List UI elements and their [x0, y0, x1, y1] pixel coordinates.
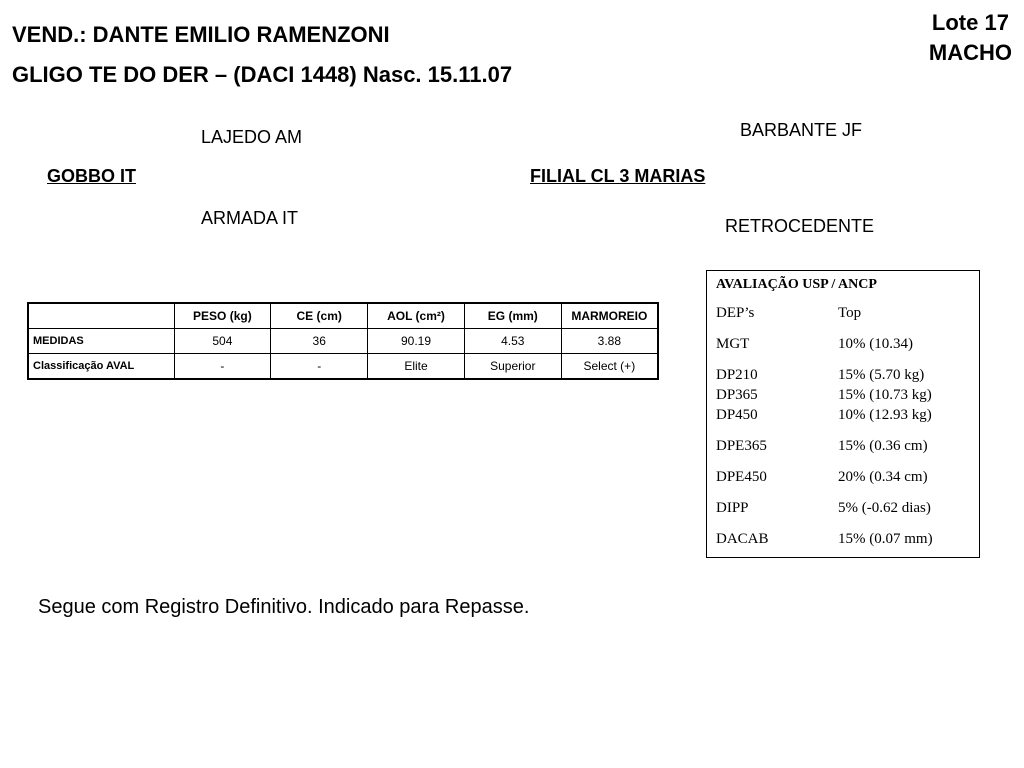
- evaluation-list: [716, 303, 970, 549]
- evaluation-spacer: [716, 354, 970, 365]
- evaluation-row: [716, 303, 970, 323]
- evaluation-spacer: [716, 487, 970, 498]
- table-cell: -: [174, 354, 271, 380]
- evaluation-key: DP365: [716, 387, 758, 403]
- table-cell: Superior: [464, 354, 561, 380]
- column-header: AOL (cm²): [368, 303, 465, 329]
- table-corner: [28, 303, 174, 329]
- dam: FILIAL CL 3 MARIAS: [530, 166, 706, 186]
- table-cell: 504: [174, 329, 271, 354]
- evaluation-row: [716, 334, 970, 354]
- column-header: CE (cm): [271, 303, 368, 329]
- evaluation-spacer: [716, 456, 970, 467]
- sire-dam: ARMADA IT: [201, 208, 299, 228]
- table-row: [28, 354, 658, 380]
- table-row: [28, 329, 658, 354]
- table-cell: 90.19: [368, 329, 465, 354]
- evaluation-value: 10% (10.34): [838, 336, 913, 352]
- evaluation-key: DPE365: [716, 438, 767, 454]
- evaluation-value: 20% (0.34 cm): [838, 469, 928, 485]
- sire: GOBBO IT: [47, 166, 136, 186]
- evaluation-key: DEP’s: [716, 305, 755, 321]
- evaluation-row: [716, 365, 970, 385]
- evaluation-value: 15% (0.07 mm): [838, 531, 933, 547]
- table-cell: 4.53: [464, 329, 561, 354]
- lote-block: [929, 8, 1012, 68]
- evaluation-spacer: [716, 425, 970, 436]
- evaluation-value: 15% (5.70 kg): [838, 367, 925, 383]
- evaluation-title: AVALIAÇÃO USP / ANCP: [716, 277, 877, 292]
- evaluation-value: 10% (12.93 kg): [838, 407, 932, 423]
- column-header: MARMOREIO: [561, 303, 658, 329]
- table-header-row: [28, 303, 658, 329]
- sex-label: MACHO: [928, 40, 1012, 65]
- column-header: EG (mm): [464, 303, 561, 329]
- evaluation-row: [716, 529, 970, 549]
- table-cell: -: [271, 354, 368, 380]
- column-header: PESO (kg): [174, 303, 271, 329]
- evaluation-spacer: [716, 323, 970, 334]
- evaluation-key: DACAB: [716, 531, 769, 547]
- evaluation-key: DP210: [716, 367, 758, 383]
- evaluation-key: DIPP: [716, 500, 749, 516]
- measures-table: [27, 302, 659, 380]
- table-cell: 36: [271, 329, 368, 354]
- evaluation-row: [716, 436, 970, 456]
- evaluation-box: [706, 270, 980, 558]
- evaluation-row: [716, 405, 970, 425]
- evaluation-key: DP450: [716, 407, 758, 423]
- evaluation-key: DPE450: [716, 469, 767, 485]
- evaluation-value: 15% (10.73 kg): [838, 387, 932, 403]
- footer-note: Segue com Registro Definitivo. Indicado para Repasse.: [38, 596, 530, 618]
- evaluation-row: [716, 498, 970, 518]
- table-cell: 3.88: [561, 329, 658, 354]
- dam-dam: RETROCEDENTE: [725, 216, 875, 236]
- vendor-line: VEND.: DANTE EMILIO RAMENZONI: [12, 22, 390, 47]
- row-label: Classificação AVAL: [28, 354, 174, 380]
- evaluation-spacer: [716, 518, 970, 529]
- evaluation-row: [716, 467, 970, 487]
- row-label: MEDIDAS: [28, 329, 174, 354]
- evaluation-key: MGT: [716, 336, 750, 352]
- sire-sire: LAJEDO AM: [201, 127, 303, 147]
- table-cell: Elite: [368, 354, 465, 380]
- evaluation-value: 15% (0.36 cm): [838, 438, 928, 454]
- evaluation-value: Top: [838, 305, 862, 321]
- evaluation-value: 5% (-0.62 dias): [838, 500, 931, 516]
- animal-line: GLIGO TE DO DER – (DACI 1448) Nasc. 15.11.07: [12, 62, 513, 87]
- lote-number: Lote 17: [931, 10, 1009, 35]
- table-cell: Select (+): [561, 354, 658, 380]
- dam-sire: BARBANTE JF: [740, 120, 863, 140]
- evaluation-row: [716, 385, 970, 405]
